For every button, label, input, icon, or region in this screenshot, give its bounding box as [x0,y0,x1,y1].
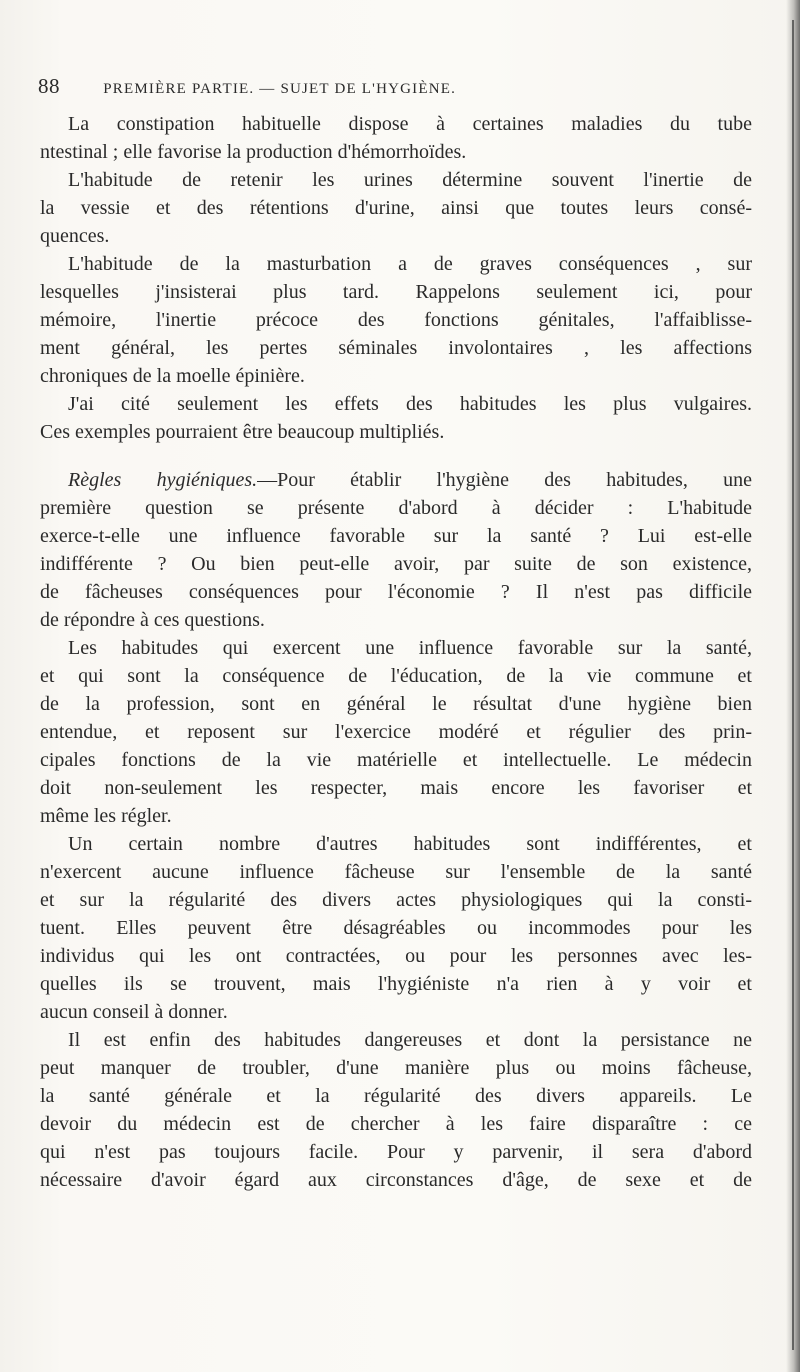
text-line: chroniques de la moelle épinière. [40,365,305,387]
text-line: Il est enfin des habitudes dangereuses et dont la persistance ne [68,1029,752,1051]
text-line: de la profession, sont en général le résultat d'une hygiène bien [40,693,752,715]
text-line: lesquelles j'insisterai plus tard. Rappelons seulement ici, pour [40,281,752,303]
text-line: peut manquer de troubler, d'une manière plus ou moins fâcheuse, [40,1057,752,1079]
body-text [40,110,752,1194]
text-line: Les habitudes qui exercent une influence favorable sur la santé, [68,637,752,659]
text-line: La constipation habituelle dispose à certaines maladies du tube [68,113,752,135]
paragraph-gap [40,446,752,466]
running-title: PREMIÈRE PARTIE. — SUJET DE L'HYGIÈNE. [103,81,457,97]
text-line: cipales fonctions de la vie matérielle et intellectuelle. Le médecin [40,749,752,771]
text-line: qui n'est pas toujours facile. Pour y parvenir, il sera d'abord [40,1141,752,1163]
text-line: quelles ils se trouvent, mais l'hygiéniste n'a rien à y voir et [40,973,752,995]
page-edge-line [792,20,794,1350]
text-line: première question se présente d'abord à décider : L'habitude [40,497,752,519]
text-line: nécessaire d'avoir égard aux circonstances d'âge, de sexe et de [40,1169,752,1191]
section-heading: Règles hygiéniques. [68,469,258,491]
text-line: de répondre à ces questions. [40,609,265,631]
text-line: de fâcheuses conséquences pour l'économie ? Il n'est pas difficile [40,581,752,603]
text-line: entendue, et reposent sur l'exercice modéré et régulier des prin- [40,721,752,743]
text-line-continuation: —Pour établir l'hygiène des habitudes, une [257,469,752,491]
text-line: Un certain nombre d'autres habitudes sont indifférentes, et [68,833,752,855]
text-line: J'ai cité seulement les effets des habitudes les plus vulgaires. [68,393,752,415]
text-line: la vessie et des rétentions d'urine, ainsi que toutes leurs consé- [40,197,752,219]
text-line: la santé générale et la régularité des divers appareils. Le [40,1085,752,1107]
text-line: devoir du médecin est de chercher à les faire disparaître : ce [40,1113,752,1135]
text-line: quences. [40,225,110,247]
text-line: n'exercent aucune influence fâcheuse sur l'ensemble de la santé [40,861,752,883]
text-line: ment général, les pertes séminales involontaires , les affections [40,337,752,359]
text-line: exerce-t-elle une influence favorable sur la santé ? Lui est-elle [40,525,752,547]
text-line: et sur la régularité des divers actes physiologiques qui la consti- [40,889,752,911]
text-line: indifférente ? Ou bien peut-elle avoir, par suite de son existence, [40,553,752,575]
text-line: même les régler. [40,805,172,827]
text-line: et qui sont la conséquence de l'éducation, de la vie commune et [40,665,752,687]
text-line [40,466,752,494]
text-line: aucun conseil à donner. [40,1001,228,1023]
running-header [38,74,758,98]
text-line: L'habitude de la masturbation a de graves conséquences , sur [68,253,752,275]
text-line: tuent. Elles peuvent être désagréables ou incommodes pour les [40,917,752,939]
text-line: mémoire, l'inertie précoce des fonctions génitales, l'affaiblisse- [40,309,752,331]
text-line: doit non-seulement les respecter, mais encore les favoriser et [40,777,752,799]
text-line: L'habitude de retenir les urines détermine souvent l'inertie de [68,169,752,191]
text-line: Ces exemples pourraient être beaucoup multipliés. [40,421,445,443]
page-number: 88 [38,74,60,98]
text-line: individus qui les ont contractées, ou pour les personnes avec les- [40,945,752,967]
text-line: ntestinal ; elle favorise la production d'hémorrhoïdes. [40,141,467,163]
